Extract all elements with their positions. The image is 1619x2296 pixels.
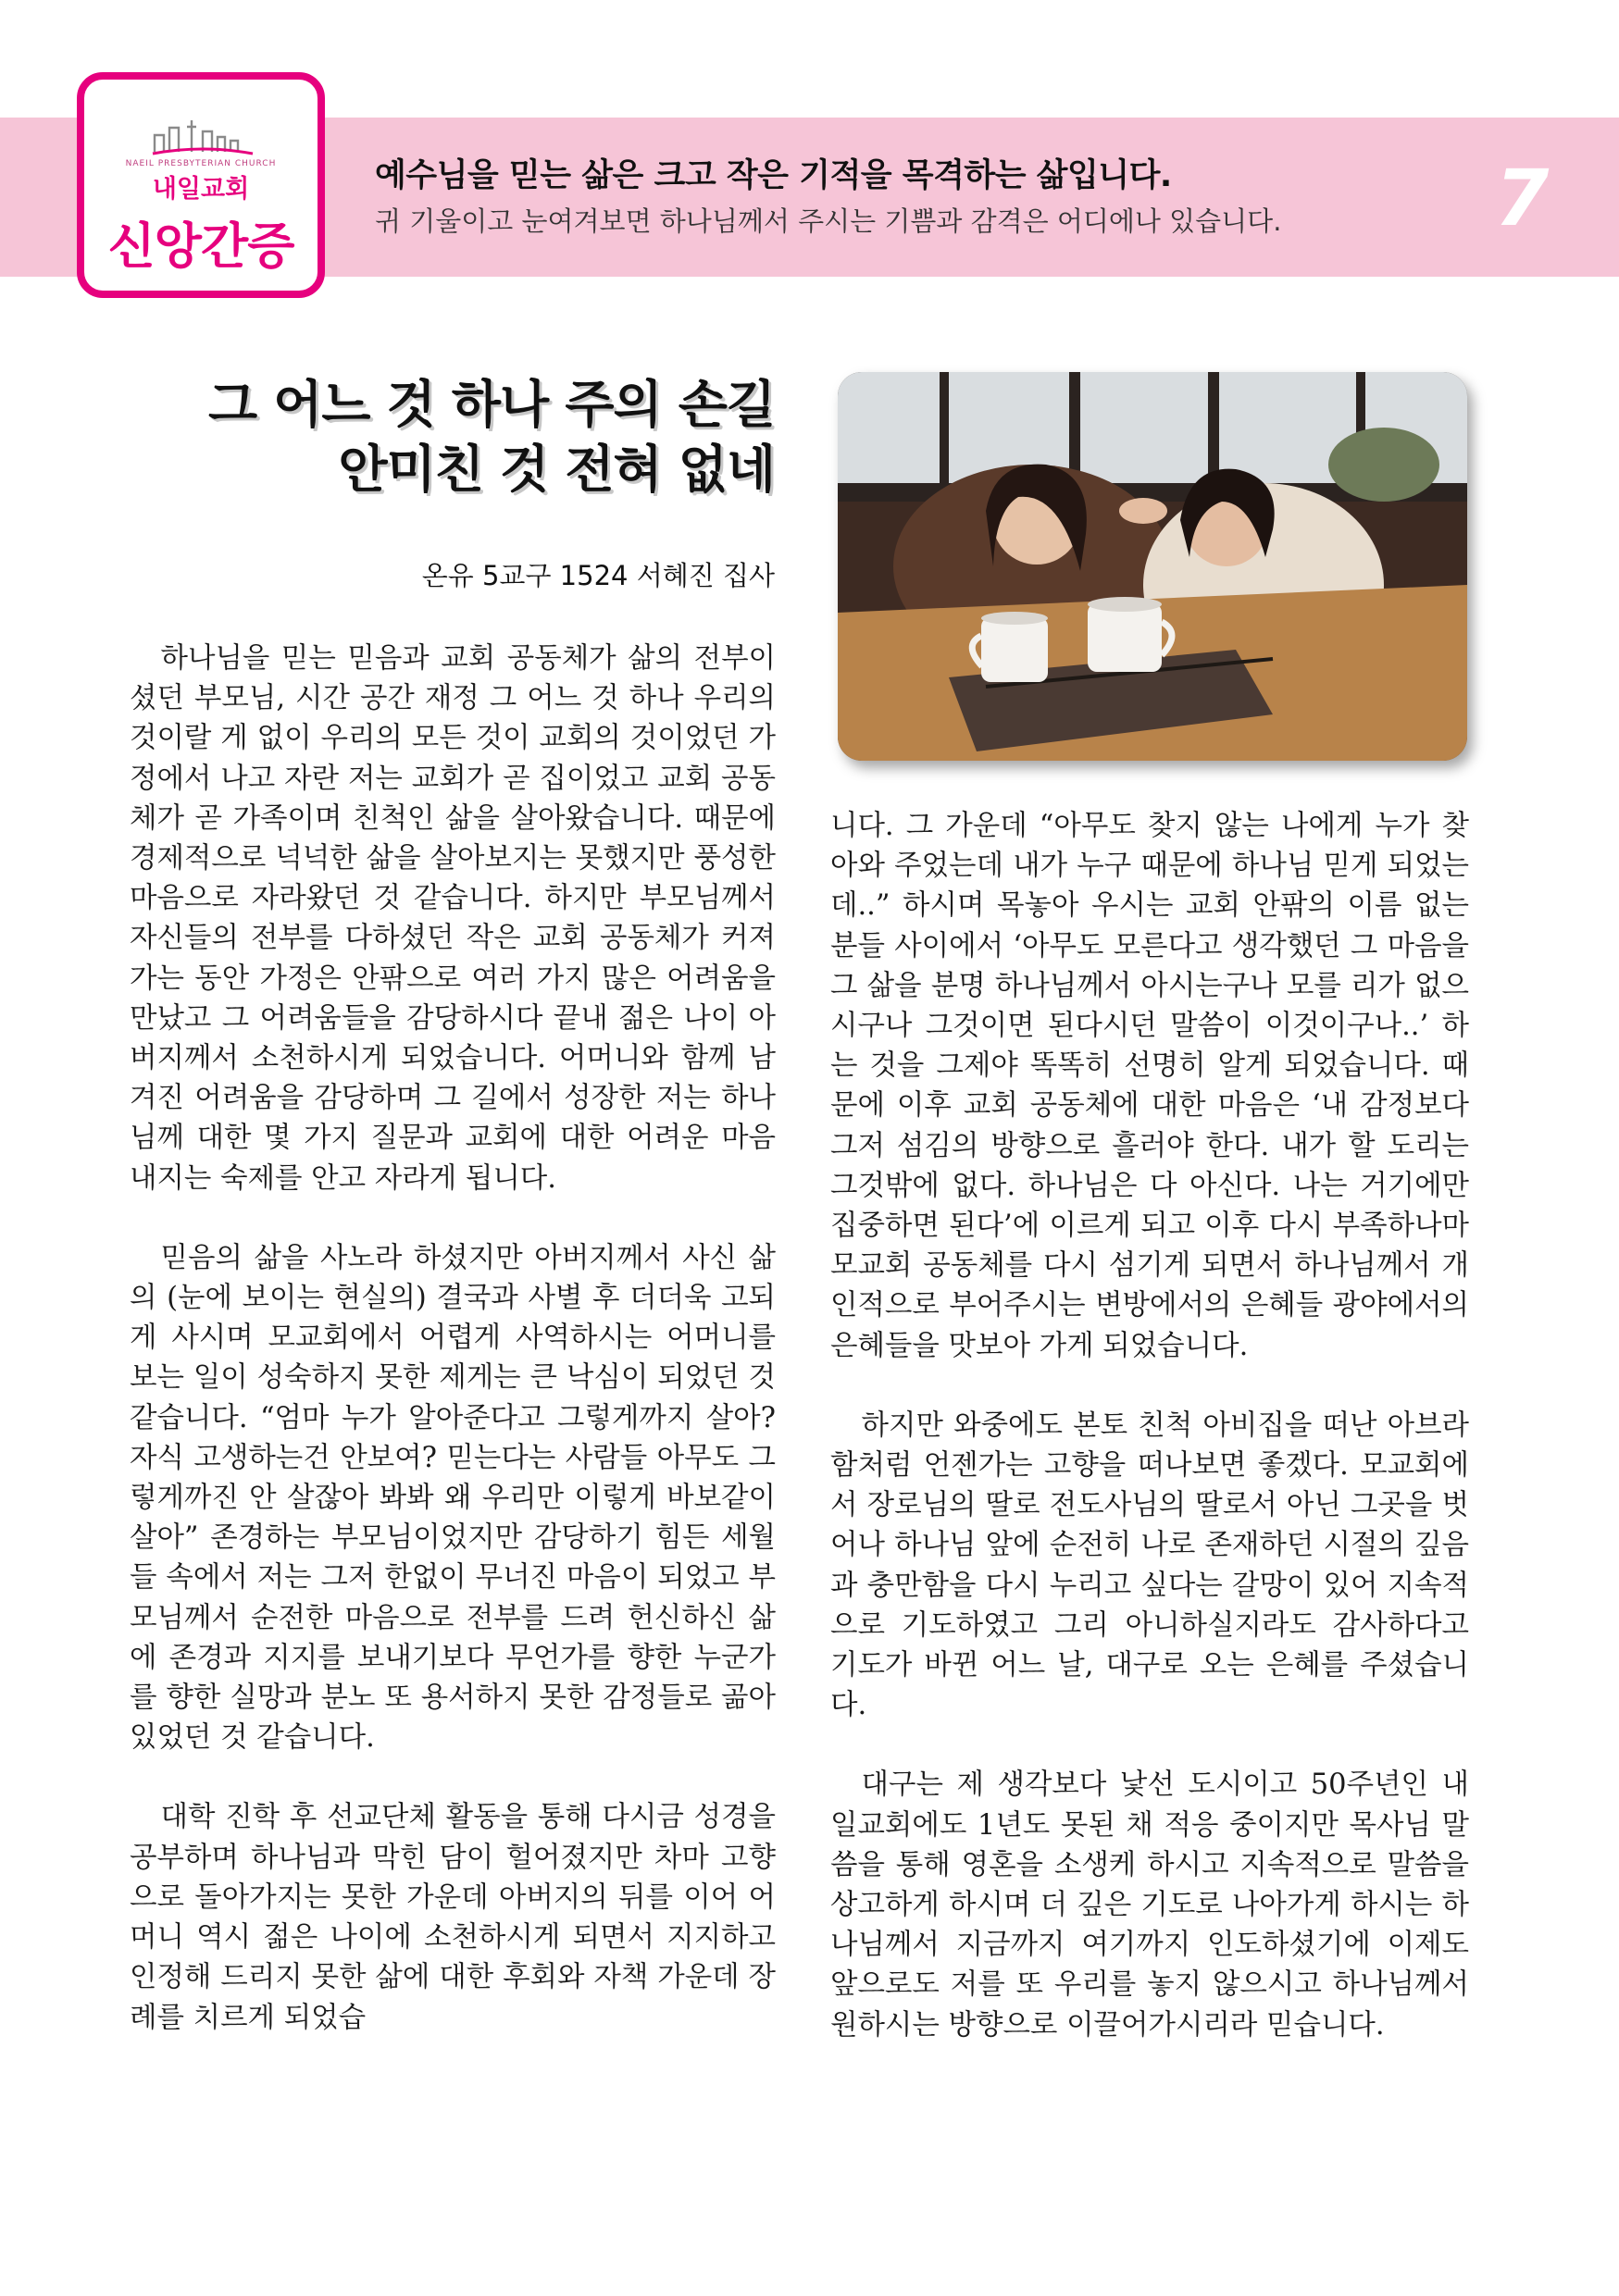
article-column-left bbox=[130, 639, 776, 2038]
article-column-right bbox=[830, 806, 1469, 2045]
header-subheadline: 귀 기울이고 눈여겨보면 하나님께서 주시는 기쁨과 감격은 어디에나 있습니다. bbox=[375, 205, 1282, 237]
section-badge bbox=[77, 72, 325, 298]
article-title bbox=[208, 372, 775, 502]
church-name: 내일교회 bbox=[152, 175, 250, 204]
church-name-en: NAEIL PRESBYTERIAN CHURCH bbox=[125, 159, 277, 168]
paragraph: 믿음의 삶을 사노라 하셨지만 아버지께서 사신 삶의 (눈에 보이는 현실의) 결국과 사별 후 더더욱 고되게 사시며 모교회에서 어렵게 사역하시는 어머니를 보는 일이 성숙하지 못한 제게는 큰 낙심이 되었던 것 같습니다. “엄마 누가 알아준다고 그렇게까지 살아? 자식 고생하는건 안보여? 믿는다는 사람들 아무도 그렇게까진 안 살잖아 봐봐 왜 우리만 이렇게 바보같이 살아” 존경하는 부모님이었지만 감당하기 힘든 세월들 속에서 저는 그저 한없이 무너진 마음이 되었고 부모님께서 순전한 마음으로 전부를 드려 헌신하신 삶에 존경과 지지를 보내기보다 무언가를 향한 누군가를 향한 실망과 분노 또 용서하지 못한 감정들로 곪아있었던 것 같습니다. bbox=[130, 1241, 776, 1755]
church-logo-icon bbox=[151, 115, 255, 157]
page-number: 7 bbox=[1495, 153, 1550, 243]
paragraph: 니다. 그 가운데 “아무도 찾지 않는 나에게 누가 찾아와 주었는데 내가 누구 때문에 하나님 믿게 되었는데..” 하시며 목놓아 우시는 교회 안팎의 이름 없는 분들 사이에서 ‘아무도 모른다고 생각했던 그 마음을 그 삶을 분명 하나님께서 아시는구나 모를 리가 없으시구나 그것이면 된다시던 말씀이 이것이구나..’ 하는 것을 그제야 똑똑히 선명히 알게 되었습니다. 때문에 이후 교회 공동체에 대한 마음은 ‘내 감정보다 그저 섬김의 방향으로 흘러야 한다. 내가 할 도리는 그것밖에 없다. 하나님은 다 아신다. 나는 거기에만 집중하면 된다’에 이르게 되고 이후 다시 부족하나마 모교회 공동체를 다시 섬기게 되면서 하나님께서 개인적으로 부어주시는 변방에서의 은혜들 광야에서의 은혜들을 맛보아 가게 되었습니다. bbox=[830, 810, 1469, 1362]
article-photo bbox=[838, 372, 1467, 761]
title-line-2: 안미친 것 전혀 없네 bbox=[338, 440, 775, 499]
paragraph: 하나님을 믿는 믿음과 교회 공동체가 삶의 전부이셨던 부모님, 시간 공간 재정 그 어느 것 하나 우리의 것이랄 게 없이 우리의 모든 것이 교회의 것이었던 가정에서 나고 자란 저는 교회가 곧 집이었고 교회 공동체가 곧 가족이며 친척인 삶을 살아왔습니다. 때문에 경제적으로 넉넉한 삶을 살아보지는 못했지만 풍성한 마음으로 자라왔던 것 같습니다. 하지만 부모님께서 자신들의 전부를 다하셨던 작은 교회 공동체가 커져가는 동안 가정은 안팎으로 여러 가지 많은 어려움을 만났고 그 어려움들을 감당하시다 끝내 젊은 나이 아버지께서 소천하시게 되었습니다. 어머니와 함께 남겨진 어려움을 감당하며 그 길에서 성장한 저는 하나님께 대한 몇 가지 질문과 교회에 대한 어려운 마음 내지는 숙제를 안고 자라게 됩니다. bbox=[130, 642, 776, 1195]
paragraph: 대구는 제 생각보다 낯선 도시이고 50주년인 내일교회에도 1년도 못된 채 적응 중이지만 목사님 말씀을 통해 영혼을 소생케 하시고 지속적으로 말씀을 상고하게 하시며 더 깊은 기도로 나아가게 하시는 하나님께서 지금까지 여기까지 인도하셨기에 이제도 앞으로도 저를 또 우리를 놓지 않으시고 하나님께서 원하시는 방향으로 이끌어가시리라 믿습니다. bbox=[830, 1769, 1469, 2042]
paragraph: 하지만 와중에도 본토 친척 아비집을 떠난 아브라함처럼 언젠가는 고향을 떠나보면 좋겠다. 모교회에서 장로님의 딸로 전도사님의 딸로서 아닌 그곳을 벗어나 하나님 앞에 순전히 나로 존재하던 시절의 깊음과 충만함을 다시 누리고 싶다는 갈망이 있어 지속적으로 기도하였고 그리 아니하실지라도 감사하다고 기도가 바뀐 어느 날, 대구로 오는 은혜를 주셨습니다. bbox=[830, 1409, 1469, 1722]
title-line-1: 그 어느 것 하나 주의 손길 bbox=[207, 375, 775, 434]
article-author: 온유 5교구 1524 서혜진 집사 bbox=[421, 560, 775, 591]
header-headline: 예수님을 믿는 삶은 크고 작은 기적을 목격하는 삶입니다. bbox=[375, 157, 1172, 194]
paragraph: 대학 진학 후 선교단체 활동을 통해 다시금 성경을 공부하며 하나님과 막힌 담이 헐어졌지만 차마 고향으로 돌아가지는 못한 가운데 아버지의 뒤를 이어 어머니 역시 젊은 나이에 소천하시게 되면서 지지하고 인정해 드리지 못한 삶에 대한 후회와 자책 가운데 장례를 치르게 되었습 bbox=[130, 1801, 776, 2034]
section-title: 신앙간증 bbox=[107, 218, 294, 275]
